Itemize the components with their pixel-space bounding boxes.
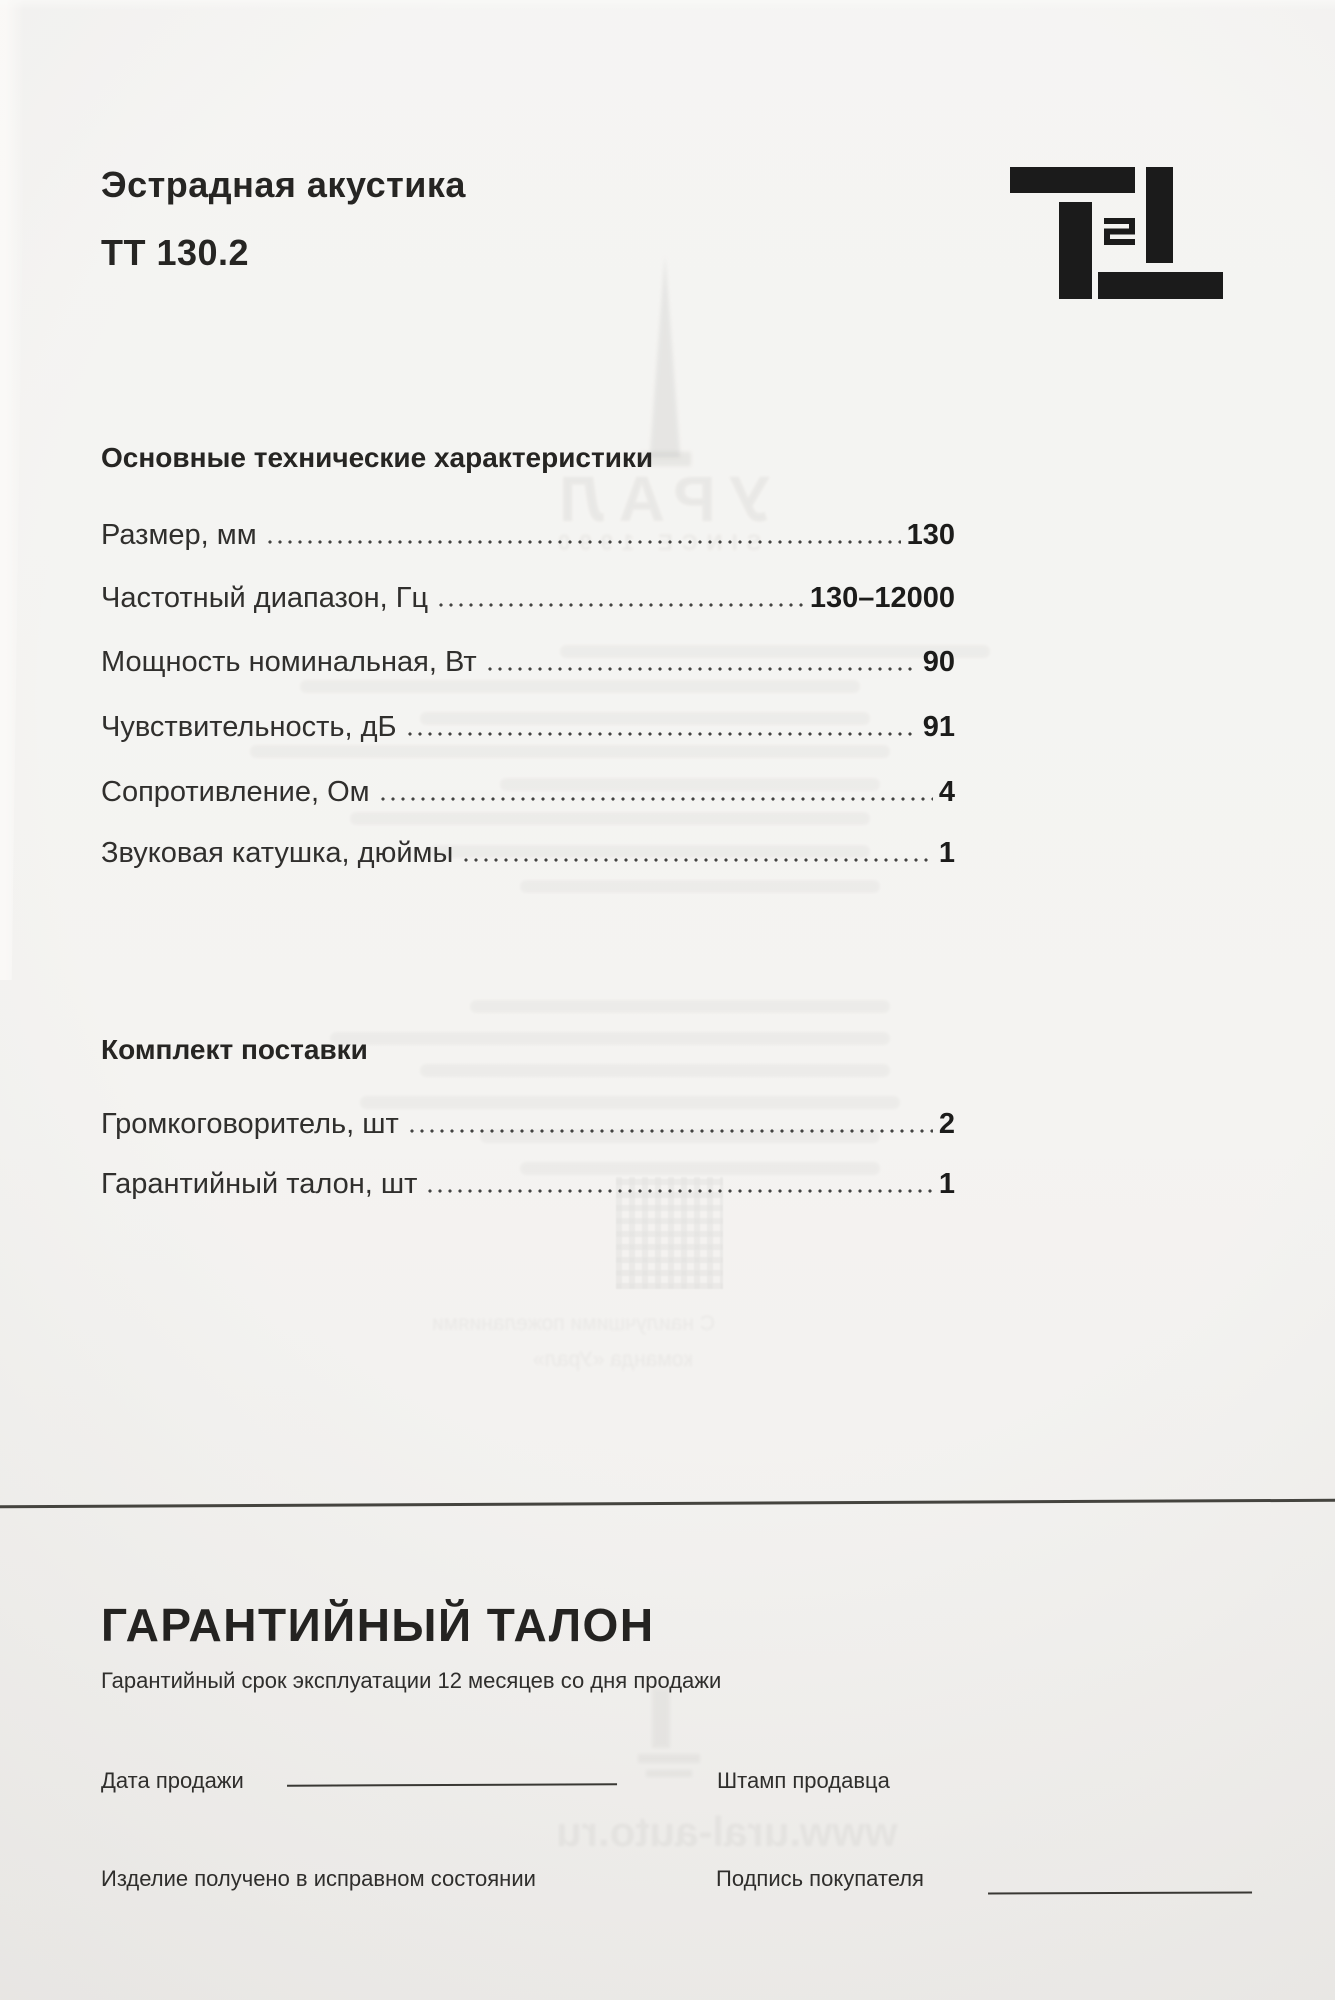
bleed-through-logo-text2 <box>646 1770 692 1777</box>
sale-date-blank-line <box>287 1763 617 1786</box>
bleed-through-line <box>520 880 880 893</box>
logo-top-bar <box>1010 167 1135 193</box>
buyer-signature-label: Подпись покупателя <box>716 1866 924 1891</box>
spec-label: Звуковая катушка, дюймы <box>101 836 454 869</box>
spec-label: Чувствительность, дБ <box>101 710 397 743</box>
spec-row <box>101 1103 955 1139</box>
spec-row <box>101 641 955 677</box>
buyer-signature-blank-line <box>988 1872 1252 1895</box>
dotted-leader <box>485 641 917 677</box>
logo-t-stem <box>1059 202 1092 299</box>
spec-row <box>101 832 955 868</box>
spec-value: 130 <box>906 518 955 551</box>
dotted-leader <box>405 706 917 742</box>
bleed-through-logo-text <box>638 1754 700 1763</box>
spec-label: Мощность номинальная, Вт <box>101 645 477 678</box>
bleed-through-brand-text: УРАЛ <box>545 463 770 535</box>
bleed-through-wishes-line1: С наилучшими пожеланиями <box>432 1312 715 1335</box>
bleed-through-site-url: www.ural-auto.ru <box>556 1808 898 1855</box>
spec-value: 4 <box>938 775 955 808</box>
bleed-through-line <box>250 745 890 758</box>
dotted-leader <box>378 771 933 807</box>
spec-value: 1 <box>938 1167 955 1200</box>
spec-value: 1 <box>938 836 955 869</box>
logo-l-foot <box>1098 272 1223 299</box>
specs-heading: Основные технические характеристики <box>101 442 654 473</box>
dotted-leader <box>407 1103 933 1139</box>
spec-label: Размер, мм <box>101 518 257 551</box>
received-in-good-condition-label: Изделие получено в исправном состоянии <box>101 1866 536 1891</box>
spec-label: Гарантийный талон, шт <box>101 1167 418 1200</box>
bleed-through-line <box>470 1000 890 1013</box>
spec-row <box>101 771 955 807</box>
kit-heading: Комплект поставки <box>101 1034 368 1065</box>
dotted-leader <box>265 514 901 550</box>
tear-off-divider-line <box>0 1499 1335 1509</box>
bleed-through-line <box>330 1032 890 1045</box>
spec-value: 130–12000 <box>809 581 955 614</box>
product-title-line1: Эстрадная акустика <box>101 164 466 205</box>
bleed-through-line <box>300 680 860 693</box>
sale-date-label: Дата продажи <box>101 1768 244 1793</box>
spec-row <box>101 577 955 613</box>
spec-row <box>101 1163 955 1199</box>
warranty-subtitle: Гарантийный срок эксплуатации 12 месяцев со дня продажи <box>101 1668 722 1693</box>
dotted-leader <box>425 1163 932 1199</box>
warranty-title: ГАРАНТИЙНЫЙ ТАЛОН <box>101 1599 655 1651</box>
dotted-leader <box>461 832 933 868</box>
bleed-through-wishes-line2: команда «Урал» <box>533 1348 693 1371</box>
spec-label: Частотный диапазон, Гц <box>101 581 429 614</box>
paper-edge-highlight <box>0 0 26 980</box>
spec-value: 90 <box>922 645 955 678</box>
spec-value: 91 <box>922 710 955 743</box>
spec-value: 2 <box>938 1107 955 1140</box>
paper-edge-highlight-top <box>0 0 1335 10</box>
seller-stamp-label: Штамп продавца <box>717 1768 890 1793</box>
bleed-through-tower-spire <box>650 255 680 457</box>
logo-superscript-2-icon <box>1104 218 1135 245</box>
logo-l-stem <box>1146 167 1173 263</box>
bleed-through-line <box>350 812 870 825</box>
spec-label: Громкоговоритель, шт <box>101 1107 399 1140</box>
bleed-through-logo-mark <box>652 1688 670 1748</box>
spec-row <box>101 706 955 742</box>
bleed-through-line <box>420 1064 890 1077</box>
dotted-leader <box>436 577 804 613</box>
product-title-line2: ТТ 130.2 <box>101 232 250 273</box>
spec-row <box>101 514 955 550</box>
spec-label: Сопротивление, Ом <box>101 775 370 808</box>
